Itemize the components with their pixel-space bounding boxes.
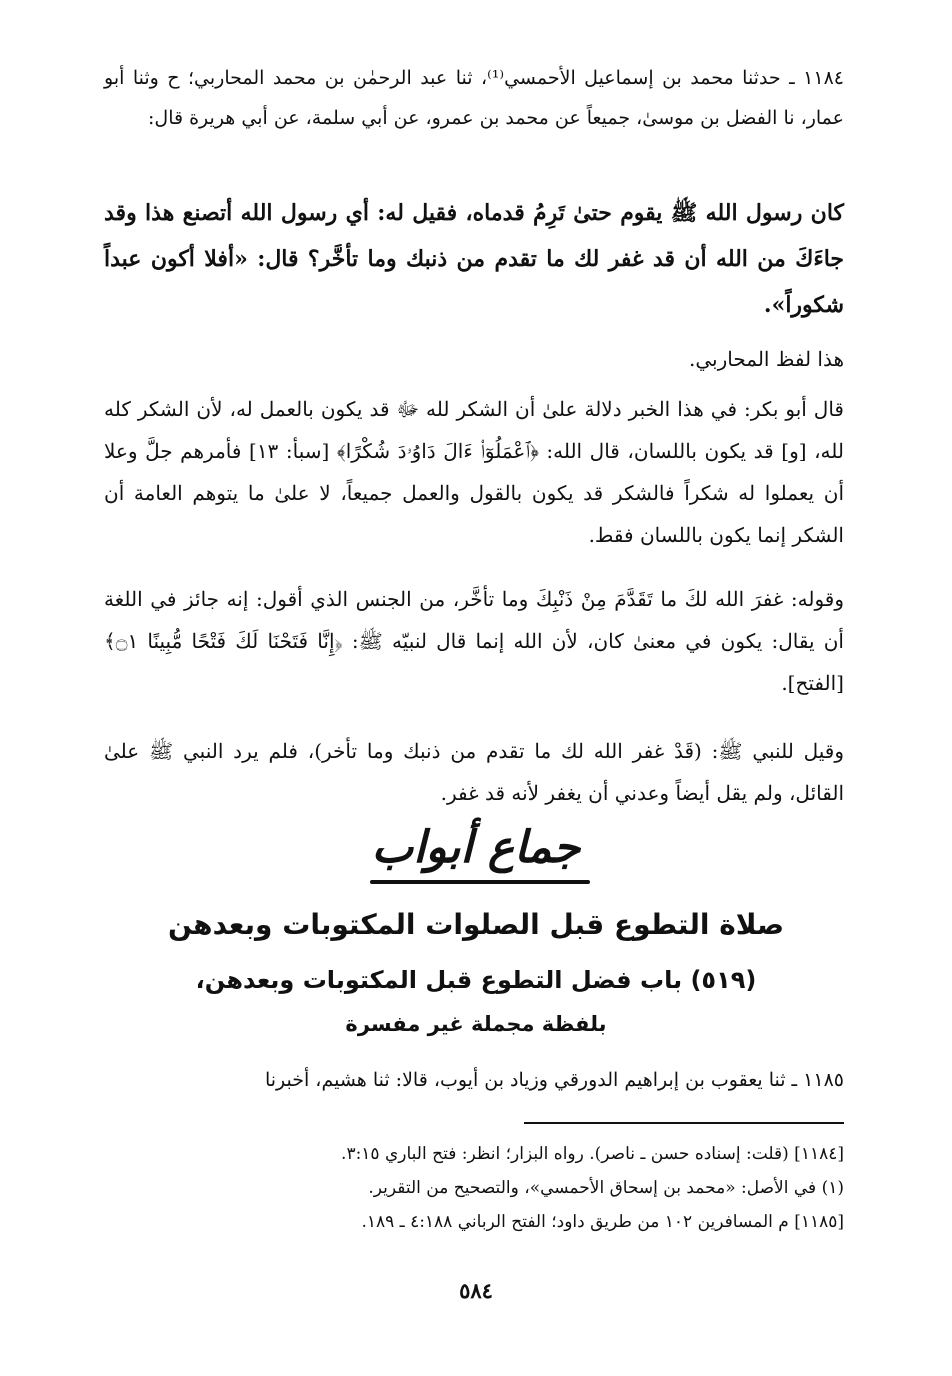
section-title: صلاة التطوع قبل الصلوات المكتوبات وبعدهن [167,908,785,941]
commentary-qawluhu: وقوله: غفرَ الله لكَ ما تَقَدَّمَ مِنْ ذَنْبِكَ وما تأخَّر، من الجنس الذي أقول: إنه جائز في اللغة أن يقال: يكون في معنىٰ كان، لأن الله إنما قال لنبيّه ﷺ: ﴿إِنَّا فَتَحْنَا لَكَ فَتْحًا مُّبِينًا ۝١﴾ [الفتح]. [104,587,844,695]
section-calligraphy: جماع أبواب [371,822,581,873]
commentary-qila: وقيل للنبي ﷺ: (قَدْ غفر الله لك ما تقدم من ذنبك وما تأخر)، فلم يرد النبي ﷺ علىٰ القائل، ولم يقل أيضاً وعدني أن يغفر لأنه قد غفر. [104,739,844,805]
page-number: ٥٨٤ [459,1278,493,1303]
bab-subheading: بلفظة مجملة غير مفسرة [345,1012,607,1036]
hadith-1184-note: هذا لفظ المحاربي. [689,347,844,371]
bab-heading: (٥١٩) باب فضل التطوع قبل المكتوبات وبعدهن، [195,966,757,994]
hadith-1185-isnad: ١١٨٥ ـ ثنا يعقوب بن إبراهيم الدورقي وزياد بن أيوب، قالا: ثنا هشيم، أخبرنا [264,1069,844,1091]
hadith-1184-matn: كان رسول الله ﷺ يقوم حتىٰ تَرِمُ قدماه، فقيل له: أي رسول الله أتصنع هذا وقد جاءَكَ من الله أن قد غفر لك ما تقدم من ذنبك وما تأخَّر؟ قال: «أفلا أكون عبداً شكوراً». [104,200,845,318]
hadith-1184-isnad: ١١٨٤ ـ حدثنا محمد بن إسماعيل الأحمسي⁽¹⁾، ثنا عبد الرحمٰن بن محمد المحاربي؛ ح وثنا أبو عمار، نا الفضل بن موسىٰ، جميعاً عن محمد بن عمرو، عن أبي سلمة، عن أبي هريرة قال: [104,67,844,129]
calligraphy-underline [370,880,590,884]
footnote-separator [524,1122,844,1124]
footnote-1185: [١١٨٥] م المسافرين ١٠٢ من طريق داود؛ الفتح الرباني ٤:١٨٨ ـ ١٨٩. [361,1212,844,1232]
footnote-1184: [١١٨٤] (قلت: إسناده حسن ـ ناصر). رواه البزار؛ انظر: فتح الباري ٣:١٥. [341,1144,844,1164]
commentary-abu-bakr: قال أبو بكر: في هذا الخبر دلالة علىٰ أن الشكر لله ﷻ قد يكون بالعمل له، لأن الشكر كله لله، [و] قد يكون باللسان، قال الله: ﴿ٱعْمَلُوٓا۟ ءَالَ دَاوُۥدَ شُكْرًا﴾ [سبأ: ١٣] فأمرهم جلَّ وعلا أن يعملوا له شكراً فالشكر قد يكون بالقول والعمل جميعاً، لا علىٰ ما يتوهم العامة أن الشكر إنما يكون باللسان فقط. [104,397,844,547]
footnote-1: (١) في الأصل: «محمد بن إسحاق الأحمسي»، والتصحيح من التقرير. [368,1178,844,1198]
